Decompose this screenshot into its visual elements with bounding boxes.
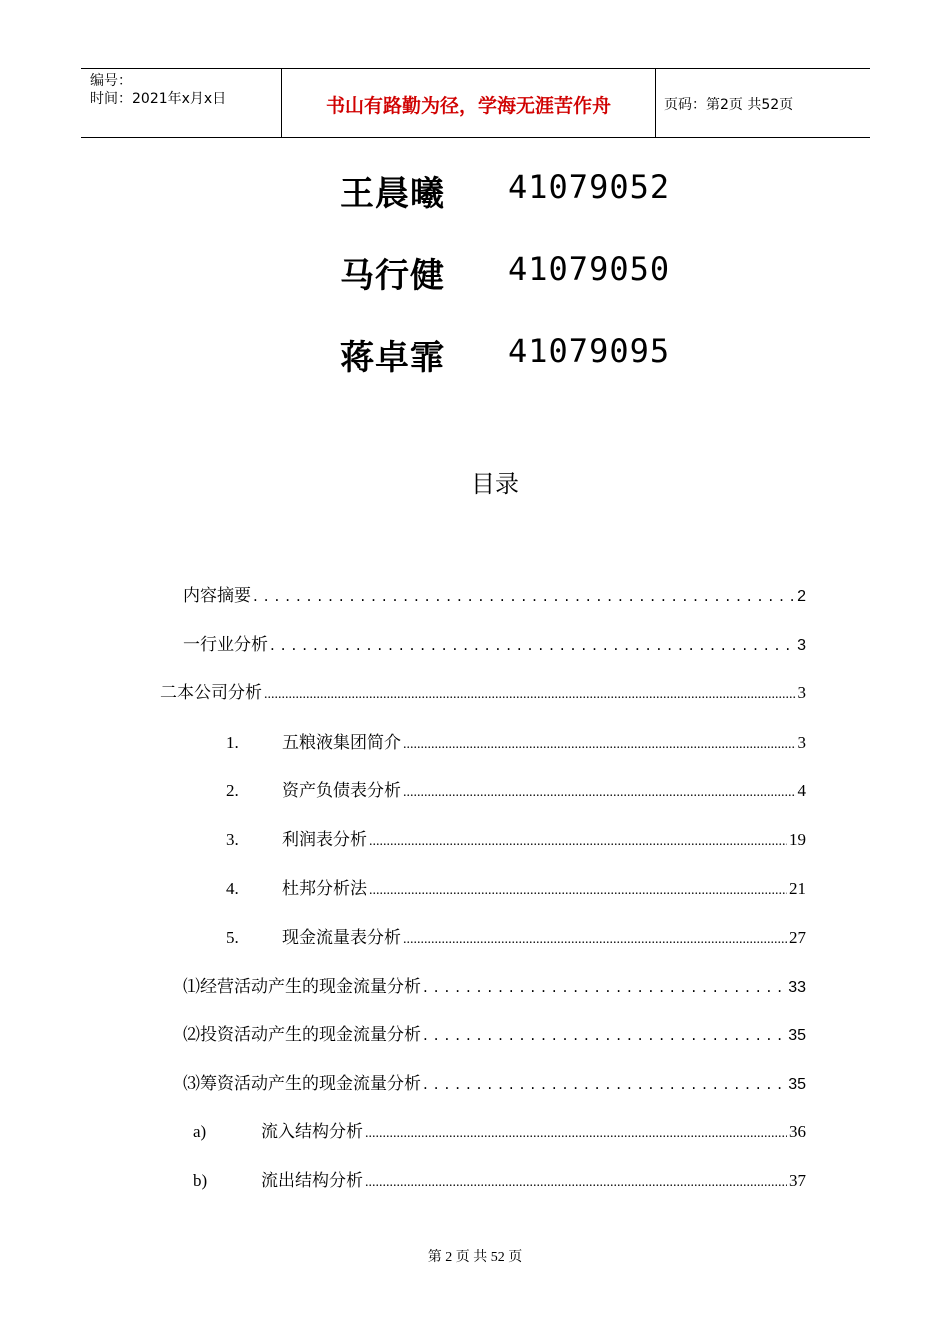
member-name: 王晨曦: [340, 174, 445, 214]
toc-entry-page: 2: [797, 588, 806, 605]
toc-entry-text: ⑴经营活动产生的现金流量分析: [183, 977, 421, 997]
toc-leader: [369, 879, 787, 899]
toc-entry-page: 21: [789, 879, 806, 898]
toc-entry-text: 流出结构分析: [261, 1171, 363, 1190]
toc-entry-text: 杜邦分析法: [282, 879, 367, 898]
toc-entry[interactable]: [193, 1117, 806, 1139]
header-motto: 书山有路勤为径，学海无涯苦作舟: [325, 95, 611, 117]
toc-entry[interactable]: [183, 1069, 806, 1094]
toc-entry[interactable]: [183, 581, 806, 606]
toc-entry-text: 资产负债表分析: [282, 781, 401, 800]
header-meta-cell: [81, 69, 281, 137]
toc-leader: [403, 733, 796, 753]
toc-entry-page: 3: [797, 637, 806, 654]
toc-entry-page: 36: [789, 1122, 806, 1141]
toc-leader: [423, 1025, 786, 1044]
toc-leader: [403, 928, 787, 948]
toc-entry[interactable]: [183, 630, 806, 655]
toc-entry-text: ⑵投资活动产生的现金流量分析: [183, 1025, 421, 1045]
header-motto-cell: [281, 69, 656, 137]
toc-entry-number: b): [193, 1171, 208, 1190]
page-footer: 第 2 页 共 52 页: [427, 1250, 523, 1265]
toc-entry[interactable]: [226, 776, 806, 798]
toc-leader: [369, 830, 787, 850]
toc-entry-text: 流入结构分析: [261, 1122, 363, 1141]
toc-leader: [423, 1074, 786, 1093]
page-header: [81, 68, 870, 138]
toc-leader: [365, 1171, 787, 1191]
toc-entry-page: 37: [789, 1171, 806, 1190]
toc-leader: [423, 977, 786, 996]
header-page-info: 页码：第2页 共52页: [664, 97, 794, 113]
toc-entry-text: 现金流量表分析: [282, 928, 401, 947]
toc-entry-number: a): [193, 1122, 207, 1141]
toc-entry[interactable]: [183, 1020, 806, 1045]
toc-entry[interactable]: [226, 923, 806, 945]
toc-entry-page: 35: [788, 1027, 806, 1044]
member-id: 41079095: [508, 332, 671, 370]
member-name: 马行健: [340, 256, 445, 296]
member-name: 蒋卓霏: [340, 338, 445, 378]
toc-leader: [403, 781, 796, 801]
toc-entry-number: 4.: [226, 879, 239, 898]
toc-entry-page: 27: [789, 928, 806, 947]
toc-entry-number: 1.: [226, 733, 239, 752]
toc-entry-number: 2.: [226, 781, 239, 800]
toc-entry-page: 3: [797, 733, 806, 752]
toc-leader: [264, 683, 796, 703]
toc-entry-text: 内容摘要: [183, 586, 251, 606]
toc-entry-page: 33: [788, 979, 806, 996]
toc-entry[interactable]: [226, 825, 806, 847]
toc-entry-text: 五粮液集团简介: [282, 733, 401, 752]
toc-title: 目录: [471, 470, 519, 498]
toc-entry-text: 一行业分析: [183, 635, 268, 655]
header-page-cell: [655, 69, 870, 137]
toc-leader: [365, 1122, 787, 1142]
toc-leader: [270, 635, 795, 654]
toc-entry-page: 4: [797, 781, 806, 800]
toc-entry[interactable]: [160, 678, 806, 700]
toc-entry-number: 5.: [226, 928, 239, 947]
toc-entry[interactable]: [226, 728, 806, 750]
toc-entry-page: 19: [789, 830, 806, 849]
toc-entry[interactable]: [183, 972, 806, 997]
toc-entry-text: ⑶筹资活动产生的现金流量分析: [183, 1074, 421, 1094]
toc-entry-page: 3: [797, 683, 806, 702]
toc-entry-page: 35: [788, 1076, 806, 1093]
document-date-label: 时间：2021年x月x日: [90, 91, 227, 107]
toc-entry-text: 利润表分析: [282, 830, 367, 849]
toc-leader: [253, 586, 795, 605]
toc-entry[interactable]: [193, 1166, 806, 1188]
document-number-label: 编号：: [90, 73, 132, 89]
toc-entry-text: 二本公司分析: [160, 683, 262, 702]
member-id: 41079050: [508, 250, 671, 288]
toc-entry[interactable]: [226, 874, 806, 896]
toc-entry-number: 3.: [226, 830, 239, 849]
member-id: 41079052: [508, 168, 671, 206]
